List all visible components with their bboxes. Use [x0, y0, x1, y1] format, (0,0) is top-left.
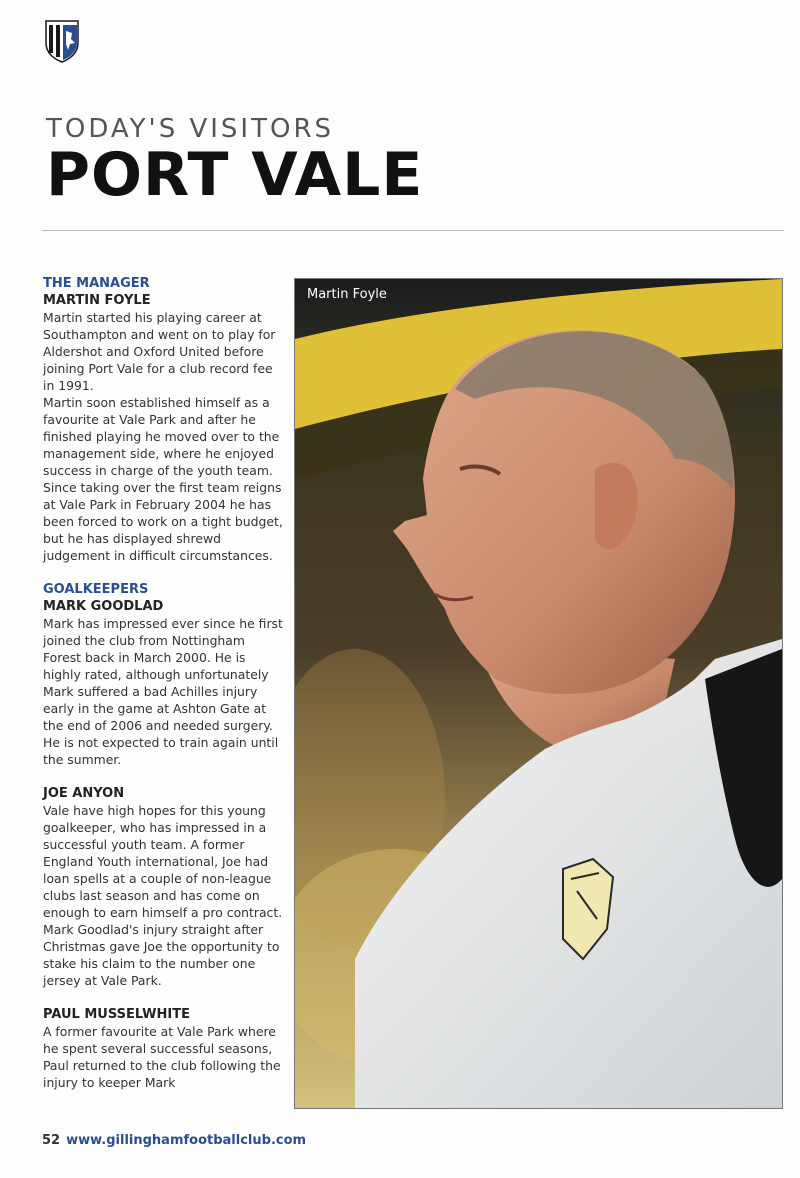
page-title: PORT VALE — [46, 140, 424, 210]
person-name: MARTIN FOYLE — [43, 293, 151, 308]
photo-caption: Martin Foyle — [307, 287, 387, 302]
person-name: PAUL MUSSELWHITE — [43, 1007, 190, 1022]
page-number: 52 — [42, 1133, 61, 1148]
section-heading-manager: THE MANAGER — [43, 276, 150, 291]
paragraph: Martin soon established himself as a favourite at Vale Park and after he finished playing he moved over to the management side, where he enjoyed success in charge of the youth team. Since taking over the first team reigns at Vale Park in February 2004 he has been forced to work on a tight budget, but he has displayed shrewd judgement in difficult circumstances. — [43, 395, 283, 563]
club-crest-icon — [44, 17, 80, 63]
page-kicker: TODAY'S VISITORS — [46, 114, 335, 144]
manager-photo — [294, 278, 783, 1109]
person-name: MARK GOODLAD — [43, 599, 164, 614]
section-heading-goalkeepers: GOALKEEPERS — [43, 582, 149, 597]
paragraph: Vale have high hopes for this young goalkeeper, who has impressed in a successful youth team. A former England Youth international, Joe had loan spells at a couple of non-league clubs last season and has come on enough to earn himself a pro contract. Mark Goodlad's injury straight after Christmas gave Joe the opportunity to stake his claim to the number one jersey at Vale Park. — [43, 803, 283, 988]
paragraph: A former favourite at Vale Park where he spent several successful seasons, Paul returned to the club following the injury to keeper Mark — [43, 1024, 281, 1090]
paragraph: Mark has impressed ever since he first joined the club from Nottingham Forest back in March 2000. He is highly rated, although unfortunately Mark suffered a bad Achilles injury early in the game at Ashton Gate at the end of 2006 and needed surgery. He is not expected to train again until the summer. — [43, 616, 283, 767]
article-column — [43, 275, 283, 1091]
page-footer — [42, 1133, 306, 1148]
person-name: JOE ANYON — [43, 786, 125, 801]
club-website-link[interactable]: www.gillinghamfootballclub.com — [66, 1133, 307, 1148]
header-divider — [42, 230, 784, 231]
paragraph: Martin started his playing career at Southampton and went on to play for Aldershot and Oxford United before joining Port Vale for a club record fee in 1991. — [43, 310, 276, 393]
